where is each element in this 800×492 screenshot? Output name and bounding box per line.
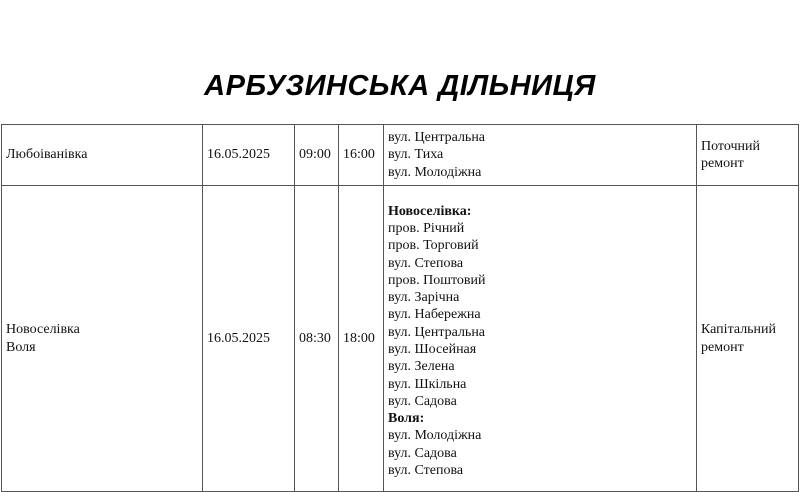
- street-item: пров. Торговий: [388, 238, 479, 254]
- streets-cell: [384, 186, 697, 492]
- street-item: вул. Молодіжна: [388, 164, 482, 180]
- street-item: вул. Степова: [388, 463, 464, 479]
- street-item: вул. Степова: [388, 255, 464, 271]
- street-item: вул. Центральна: [388, 130, 486, 146]
- end-time-cell: 16:00: [339, 125, 384, 186]
- street-item: вул. Центральна: [388, 324, 486, 340]
- street-item: вул. Тиха: [388, 147, 444, 163]
- schedule-table: [1, 124, 799, 492]
- settlement-name: Новоселівка: [6, 322, 80, 338]
- work-type-line: Капітальний: [701, 322, 777, 338]
- start-time-cell: 09:00: [295, 125, 339, 186]
- date-cell: 16.05.2025: [203, 125, 295, 186]
- streets-cell: [384, 125, 697, 186]
- work-type-cell: [697, 186, 799, 492]
- work-type-cell: [697, 125, 799, 186]
- street-group-heading: Новоселівка:: [388, 203, 472, 219]
- end-time-cell: 18:00: [339, 186, 384, 492]
- street-item: вул. Шкільна: [388, 376, 467, 392]
- street-item: вул. Зарічна: [388, 290, 460, 306]
- page-title: АРБУЗИНСЬКА ДІЛЬНИЦЯ: [204, 70, 596, 102]
- start-time-cell: 08:30: [295, 186, 339, 492]
- street-item: вул. Садова: [388, 393, 457, 409]
- settlement-name: Воля: [6, 339, 36, 355]
- street-item: вул. Зелена: [388, 359, 455, 375]
- work-type-line: ремонт: [701, 156, 744, 171]
- settlement-name: Любоіванівка: [6, 147, 88, 163]
- table-row: [2, 186, 799, 492]
- settlement-cell: [2, 125, 203, 186]
- work-type-line: Поточний: [701, 138, 761, 154]
- street-item: пров. Поштовий: [388, 272, 486, 288]
- street-item: вул. Садова: [388, 445, 457, 461]
- street-item: вул. Шосейная: [388, 342, 477, 357]
- work-type-line: ремонт: [701, 339, 744, 355]
- street-group-heading: Воля:: [388, 411, 425, 427]
- street-item: вул. Набережна: [388, 307, 481, 323]
- date-cell: 16.05.2025: [203, 186, 295, 492]
- table-row: [2, 125, 799, 186]
- settlement-cell: [2, 186, 203, 492]
- street-item: вул. Молодіжна: [388, 428, 482, 444]
- street-item: пров. Річний: [388, 220, 465, 236]
